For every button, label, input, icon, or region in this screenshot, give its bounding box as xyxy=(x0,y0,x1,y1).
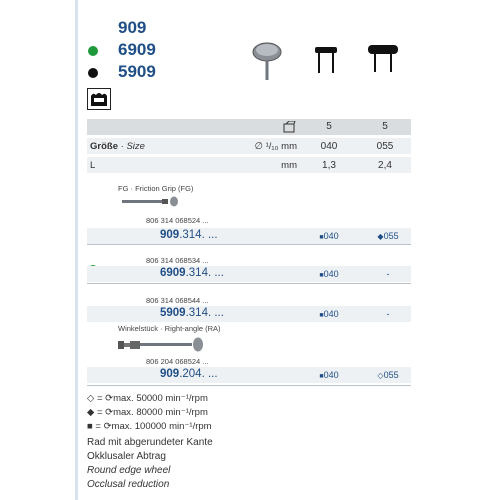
description-de-2: Okklusaler Abtrag xyxy=(87,451,166,462)
pack-qty-055: 5 xyxy=(382,121,388,132)
product-code: 909.204. ... xyxy=(160,368,218,380)
divider xyxy=(87,385,411,386)
size-055: 055 xyxy=(376,141,394,152)
cross-section-040-icon xyxy=(312,44,340,76)
variant-055: ◆055 xyxy=(377,231,399,241)
description-en-1: Round edge wheel xyxy=(87,465,171,476)
ra-section-title: Winkelstück · Right-angle (RA) xyxy=(118,324,221,333)
size-040: 040 xyxy=(320,141,338,152)
model-number-909: 909 xyxy=(118,18,147,37)
ref-number: 806 314 068544 ... xyxy=(146,296,209,305)
pack-row xyxy=(87,119,411,135)
description-de-1: Rad mit abgerundeter Kante xyxy=(87,437,213,448)
pack-qty-040: 5 xyxy=(326,121,332,132)
black-dot-icon xyxy=(88,68,98,78)
ref-number: 806 314 068524 ... xyxy=(146,216,209,225)
ref-number: 806 204 068524 ... xyxy=(146,357,209,366)
fg-section-title: FG · Friction Grip (FG) xyxy=(118,184,194,193)
product-code: 5909.314. ... xyxy=(160,307,224,319)
length-label: L xyxy=(90,160,96,171)
product-code: 6909.314. ... xyxy=(160,267,224,279)
variant-055: - xyxy=(386,309,390,319)
length-055: 2,4 xyxy=(378,160,392,171)
variant-040: ■040 xyxy=(319,370,339,380)
occlusal-tooth-icon xyxy=(87,88,111,110)
legend-80000: ◆ = ⟳max. 80000 min⁻¹/rpm xyxy=(87,407,208,418)
cross-section-055-icon xyxy=(366,42,400,76)
wheel-bur-icon xyxy=(250,38,284,82)
length-row xyxy=(87,157,411,173)
divider xyxy=(87,283,411,284)
description-en-2: Occlusal reduction xyxy=(87,479,170,490)
legend-100000: ■ = ⟳max. 100000 min⁻¹/rpm xyxy=(87,421,212,432)
variant-040: ■040 xyxy=(319,231,339,241)
fg-bur-icon xyxy=(122,196,182,208)
size-unit: ∅ ¹/₁₀ mm xyxy=(254,141,297,152)
package-icon xyxy=(283,121,297,133)
length-040: 1,3 xyxy=(322,160,336,171)
length-unit: mm xyxy=(281,160,297,171)
product-code: 909.314. ... xyxy=(160,229,218,241)
divider xyxy=(87,244,411,245)
variant-040: ■040 xyxy=(319,269,339,279)
variant-055: ◇055 xyxy=(377,370,399,380)
ra-bur-icon xyxy=(118,334,208,356)
model-number-5909: 5909 xyxy=(118,62,156,81)
green-dot-icon xyxy=(88,46,98,56)
ref-number: 806 314 068534 ... xyxy=(146,256,209,265)
size-row xyxy=(87,138,411,154)
legend-50000: ◇ = ⟳max. 50000 min⁻¹/rpm xyxy=(87,393,208,404)
variant-040: ■040 xyxy=(319,309,339,319)
variant-055: - xyxy=(386,269,390,279)
size-label: Größe · Size xyxy=(90,141,145,152)
model-number-6909: 6909 xyxy=(118,40,156,59)
